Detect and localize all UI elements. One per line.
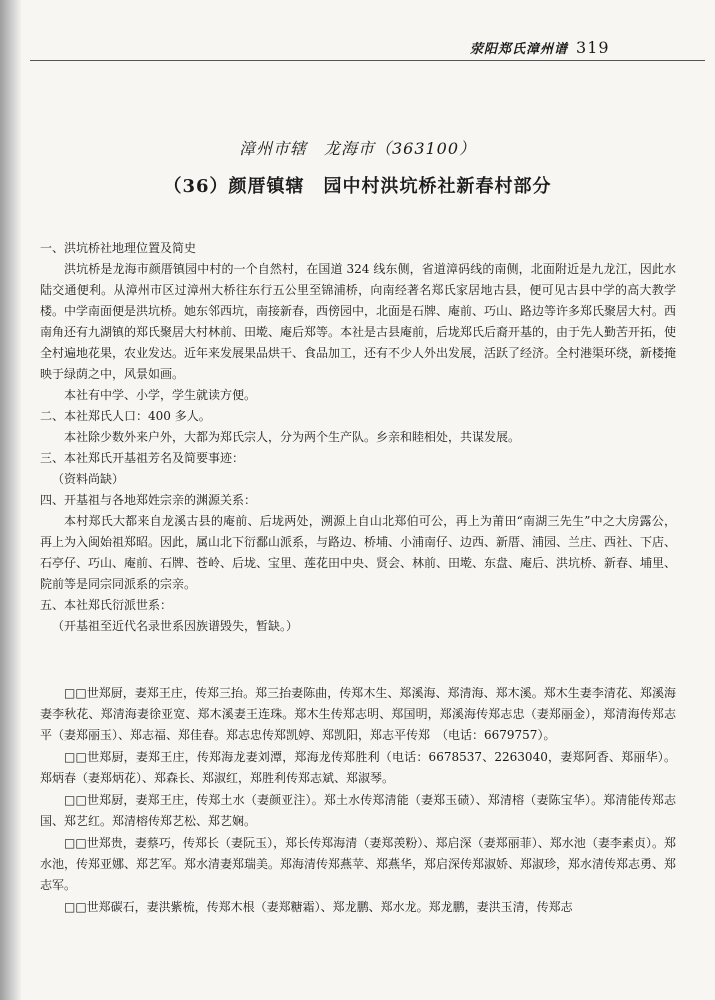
running-title: 荥阳郑氏漳州谱 bbox=[470, 42, 569, 57]
genealogy-entry: □□世郑贵，妻蔡巧，传郑长（妻阮玉），郑长传郑海清（妻郑羡粉）、郑启深（妻郑丽菲）、郑水池（妻李素贞）。郑水池，传郑亚娜、郑艺军。郑水清妻郑瑞美。郑海清传郑燕苹、郑燕华，郑启深传郑淑娇、郑淑珍，郑水清传郑志勇、郑志军。 bbox=[40, 836, 677, 892]
genealogy-entry: □□世郑厨，妻郑王庄，传郑海龙妻刘潭，郑海龙传郑胜利（电话：6678537、2263040，妻郑阿香、郑丽华）。郑炳春（妻郑炳花）、郑森长、郑淑红，郑胜利传郑志斌、郑淑琴。 bbox=[40, 750, 676, 785]
body-text bbox=[40, 238, 676, 637]
genealogy-entry: □□世郑厨，妻郑王庄，传郑三抬。郑三抬妻陈曲，传郑木生、郑溪海、郑清海、郑木溪。郑木生妻李清花、郑溪海妻李秋花、郑清海妻徐亚宽、郑木溪妻王连珠。郑木生传郑志明、郑国明，郑溪海传郑志忠（妻郑丽金），郑清海传郑志平（妻郑丽玉）、郑志福、郑佳春。郑志忠传郑凯婷、郑凯阳，郑志平传郑 （电话：6679757）。 bbox=[40, 686, 676, 742]
note: （资料尚缺） bbox=[52, 472, 125, 486]
section-heading: 五、本社郑氏衍派世系： bbox=[40, 598, 173, 612]
page-number: 319 bbox=[576, 38, 610, 57]
genealogy-entry: □□世郑碳石，妻洪紫梳，传郑木根（妻郑糖霜）、郑龙鹏、郑水龙。郑龙鹏，妻洪玉清，传郑志 bbox=[64, 900, 573, 914]
section-heading: 四、开基祖与各地郑姓宗亲的渊源关系： bbox=[40, 493, 257, 507]
section-heading: 二、本社郑氏人口：400 多人。 bbox=[40, 409, 211, 423]
note: （开基祖至近代名录世系因族谱毁失，暂缺。） bbox=[52, 619, 299, 633]
region-line: 漳州市辖 龙海市（363100） bbox=[238, 139, 477, 158]
genealogy-entries bbox=[40, 683, 676, 919]
section-heading: 一、洪坑桥社地理位置及简史 bbox=[40, 241, 197, 255]
paragraph: 本社有中学、小学，学生就读方便。 bbox=[64, 388, 257, 402]
page-title: （36）颜厝镇辖 园中村洪坑桥社新春村部分 bbox=[163, 176, 552, 197]
section-heading: 三、本社郑氏开基祖芳名及简要事迹： bbox=[40, 451, 245, 465]
paragraph: 本社除少数外来户外，大都为郑氏宗人，分为两个生产队。乡亲和睦相处，共谋发展。 bbox=[64, 430, 521, 444]
paragraph: 洪坑桥是龙海市颜厝镇园中村的一个自然村，在国道 324 线东侧，省道漳码线的南侧，北面附近是九龙江，因此水陆交通便利。从漳州市区过漳州大桥往东行五公里至锦浦桥，向南经著名郑氏家居地古县，便可见古县中学的高大教学楼。中学南面便是洪坑桥。她东邻西坑，南接新春，西傍园中，北面是石牌、庵前、巧山、路边等许多郑氏聚居大村。西南角还有九湖镇的郑氏聚居大村林前、田墘、庵后郑等。本社是古县庵前，后垅郑氏后裔开基的，由于先人勤苦开拓，使全村遍地花果，农业发达。近年来发展果品烘干、食品加工，还有不少人外出发展，活跃了经济。全村港渠环绕，新楼掩映于绿荫之中，风景如画。 bbox=[40, 262, 677, 381]
header-rule bbox=[30, 60, 705, 61]
genealogy-entry: □□世郑厨，妻郑王庄，传郑土水（妻颜亚注）。郑土水传郑清能（妻郑玉碛）、郑清榕（妻陈宝华）。郑清能传郑志国、郑艺红。郑清榕传郑艺松、郑艺娴。 bbox=[40, 793, 676, 828]
paragraph: 本村郑氏大都来自龙溪古县的庵前、后垅两处，溯源上自山北郑伯可公，再上为莆田“南湖三先生”中之大房露公，再上为入闽始祖郑昭。因此，属山北下衍鄱山派系，与路边、桥埔、小浦南仔、边西、新厝、浦园、兰庄、西社、下店、石亭仔、巧山、庵前、石牌、苍岭、后垅、宝里、莲花田中央、贤会、林前、田墘、东盘、庵后、洪坑桥、新春、埔里、院前等是同宗同派系的宗亲。 bbox=[40, 514, 677, 591]
running-header bbox=[470, 38, 690, 57]
